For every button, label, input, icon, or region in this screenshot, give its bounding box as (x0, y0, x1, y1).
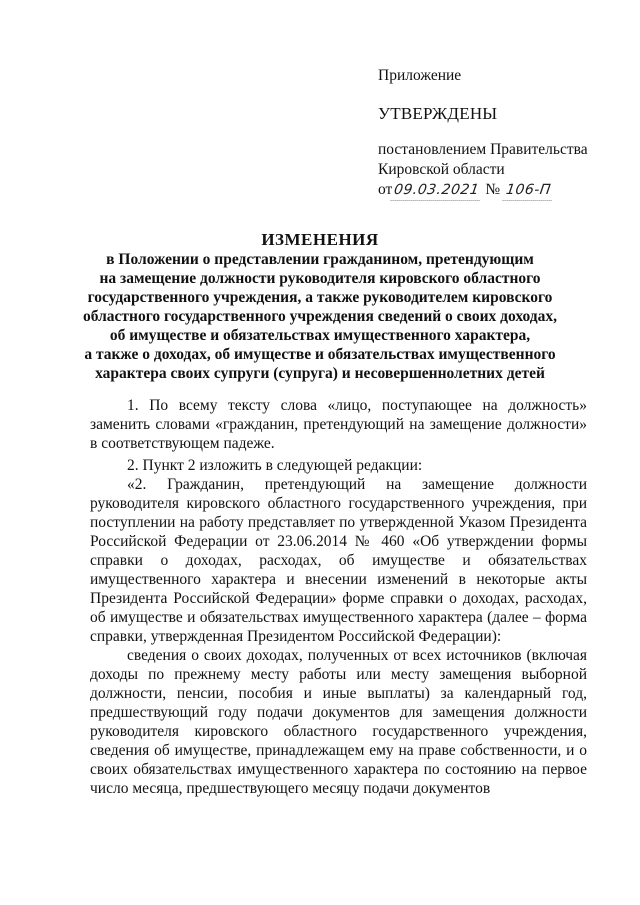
date-prefix: от (378, 181, 393, 198)
title-line: в Положении о представлении гражданином, претендующим (106, 251, 534, 268)
decree-line: постановлением Правительства (378, 141, 588, 158)
decree-date: 09.03.2021 (391, 180, 483, 201)
document-body (90, 396, 587, 798)
title-line: областного государственного учреждения сведений о своих доходах, (82, 308, 558, 325)
title-line: характера своих супруги (супруга) и несовершеннолетних детей (95, 365, 545, 382)
title-line: на замещение должности руководителя кировского областного (99, 270, 541, 287)
document-title-block (60, 230, 580, 383)
approved-label: УТВЕРЖДЕНЫ (378, 104, 498, 123)
region-line: Кировской области (378, 161, 505, 178)
paragraph-4: сведения о своих доходах, полученных от всех источников (включая доходы по прежнему месту работы или месту замещения выборной должности, пенсии, пособия и иные выплаты) за календарный год, предшествующий году подачи документов для замещения должности руководителя кировского областного государственного учреждения, сведения об имуществе, принадлежащем ему на праве собственности, и о своих обязательствах имущественного характера по состоянию на первое число месяца, предшествующего месяцу подачи документов (90, 647, 587, 797)
title-line: государственного учреждения, а также руководителем кировского (87, 289, 553, 306)
number-sign: № (485, 181, 501, 198)
decree-date-number (378, 180, 553, 201)
paragraph-2: 2. Пункт 2 изложить в следующей редакции: (127, 457, 423, 474)
title-line: а также о доходах, об имуществе и обязательствах имущественного (84, 346, 556, 363)
document-title: ИЗМЕНЕНИЯ (261, 230, 379, 249)
title-line: об имуществе и обязательствах имущественного характера, (109, 327, 531, 344)
decree-number: 106-П (503, 180, 555, 201)
paragraph-1: 1. По всему тексту слова «лицо, поступающее на должность» заменить словами «гражданин, претендующий на замещение должности» в соответствующем падеже. (90, 397, 587, 452)
paragraph-3: «2. Гражданин, претендующий на замещение должности руководителя кировского областного государственного учреждения, при поступлении на работу представляет по утвержденной Указом Президента Российской Федерации от 23.06.2014 № 460 «Об утверждении формы справки о доходах, расходах, об имуществе и обязательствах имущественного характера и внесении изменений в некоторые акты Президента Российской Федерации» форме справки о доходах, расходах, об имуществе и обязательствах имущественного характера (далее – форма справки, утвержденная Президентом Российской Федерации): (90, 476, 587, 645)
appendix-label: Приложение (378, 67, 462, 84)
